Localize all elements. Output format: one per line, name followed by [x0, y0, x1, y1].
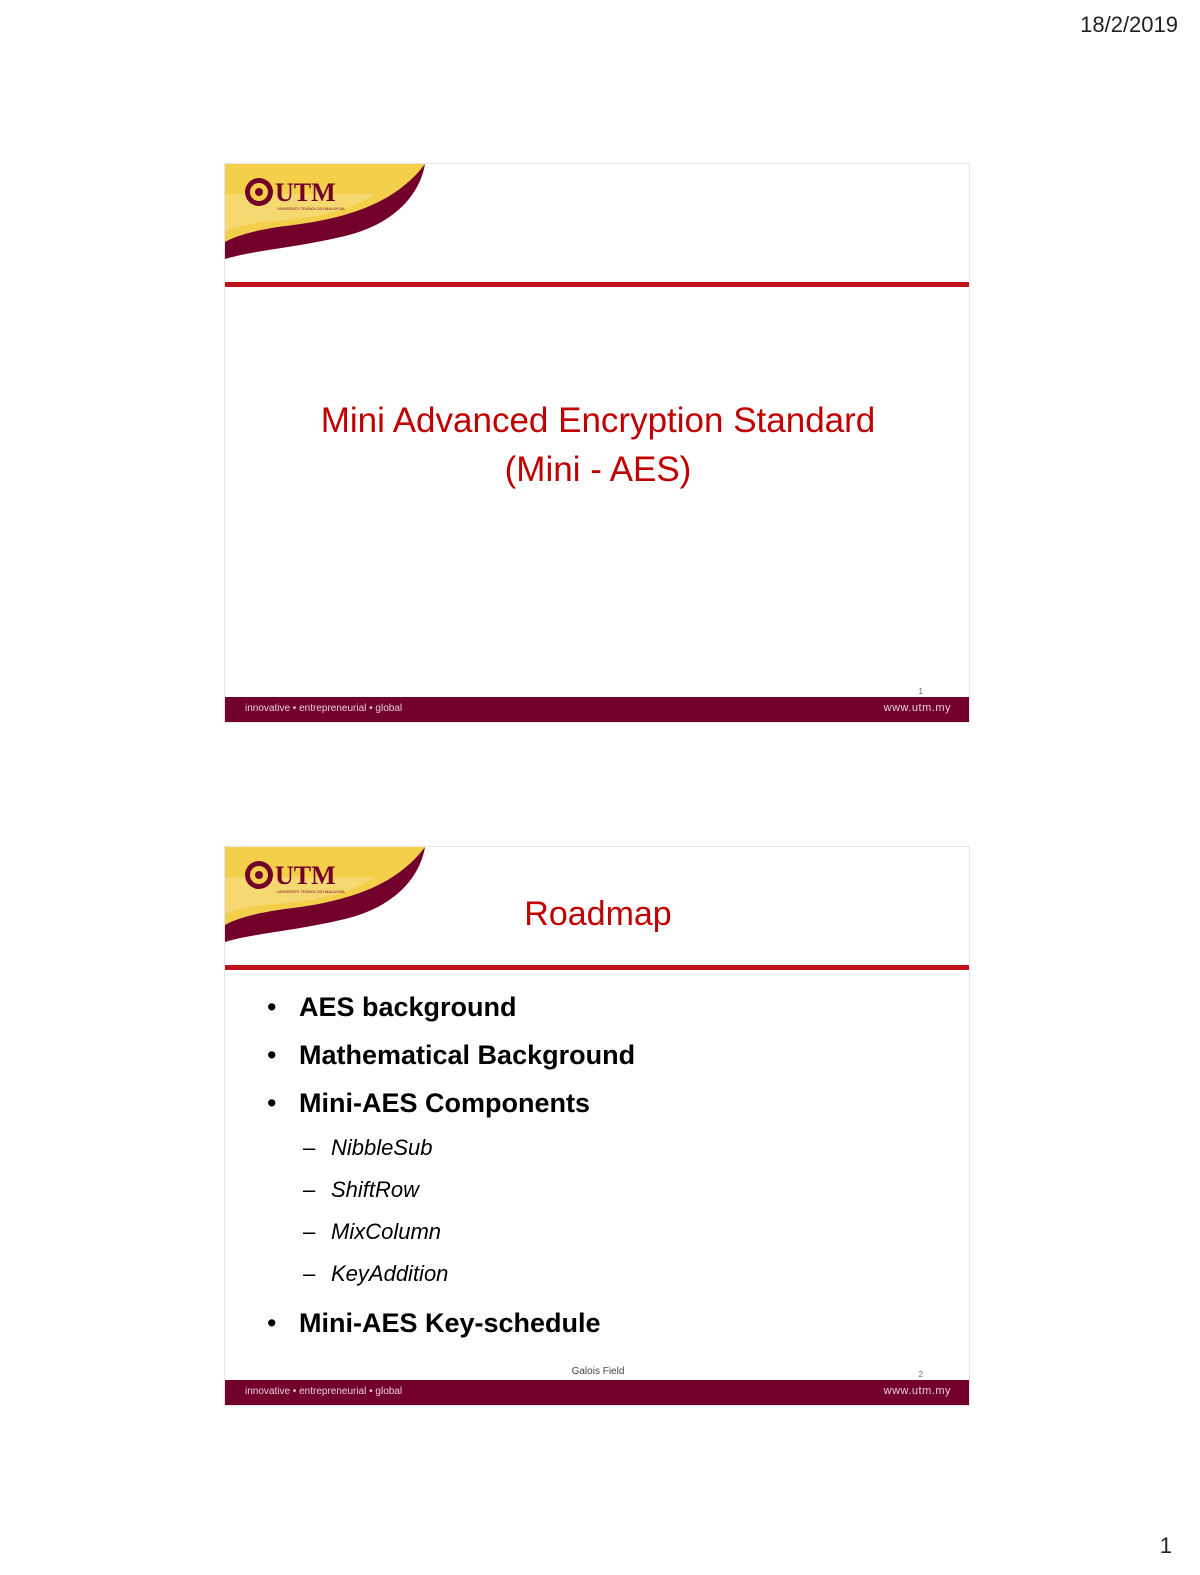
slide-footer	[225, 1380, 970, 1405]
footer-note: Galois Field	[571, 1366, 625, 1377]
slide-number: 1	[918, 687, 923, 696]
sub-item: – MixColumn	[303, 1219, 442, 1244]
sub-list	[267, 1127, 635, 1295]
bullet-item: • Mini-AES Key-schedule	[267, 1308, 601, 1338]
bullet-item: • AES background	[267, 992, 517, 1022]
footer-url: www.utm.my	[883, 702, 951, 714]
slide-title: Roadmap	[524, 895, 672, 933]
header-divider	[225, 965, 970, 970]
slide-footer	[225, 697, 970, 722]
page-number: 1	[1159, 1533, 1172, 1558]
footer-tagline: innovative • entrepreneurial • global	[245, 1386, 403, 1397]
slide-1	[224, 163, 970, 723]
footer-url: www.utm.my	[883, 1385, 951, 1397]
footer-tagline: innovative • entrepreneurial • global	[245, 703, 403, 714]
title-line-1: Mini Advanced Encryption Standard	[320, 401, 876, 440]
sub-item: – NibbleSub	[303, 1135, 433, 1160]
logo-subtext: UNIVERSITI TEKNOLOGI MALAYSIA	[277, 206, 345, 211]
slide-header	[225, 164, 970, 284]
slide-number: 2	[918, 1370, 923, 1379]
title-line-2: (Mini - AES)	[504, 450, 692, 489]
slide-title	[225, 396, 970, 494]
slide-2	[224, 846, 970, 1406]
logo-subtext: UNIVERSITI TEKNOLOGI MALAYSIA	[277, 889, 345, 894]
sub-item: – ShiftRow	[303, 1177, 420, 1202]
sub-item: – KeyAddition	[303, 1261, 449, 1286]
bullet-item: • Mini-AES Components – NibbleSub – ShiftRow – MixColumn – KeyAddition	[267, 1079, 635, 1295]
logo-text: UTM	[275, 861, 336, 890]
page-date: 18/2/2019	[1080, 12, 1178, 37]
bullet-list	[267, 983, 635, 1347]
logo-text: UTM	[275, 178, 336, 207]
header-divider	[225, 282, 970, 287]
bullet-item: • Mathematical Background	[267, 1040, 636, 1070]
utm-logo	[225, 164, 435, 284]
slide-header	[225, 847, 970, 967]
